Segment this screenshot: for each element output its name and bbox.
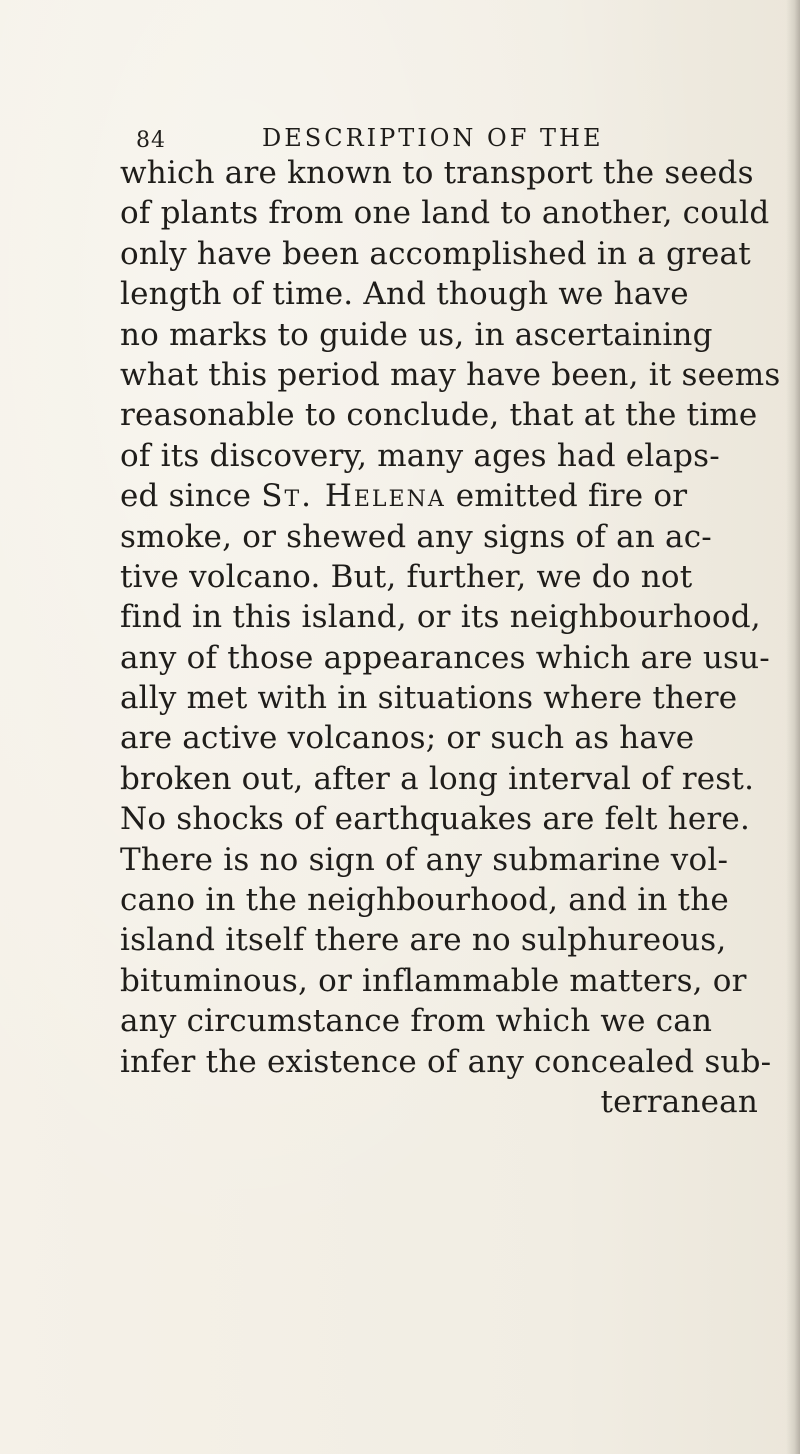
catchword: terranean [600, 1083, 758, 1120]
text-line: reasonable to conclude, that at the time [120, 397, 758, 434]
text-line: No shocks of earthquakes are felt here. [120, 801, 751, 838]
text-line: any of those appearances which are usu- [120, 639, 770, 676]
text-line: smoke, or shewed any signs of an ac- [120, 518, 712, 555]
text-line: no marks to guide us, in ascertaining [120, 316, 713, 353]
page-edge-shadow [786, 0, 800, 1454]
text-line: of its discovery, many ages had elaps- [120, 437, 720, 474]
text-line-with-smallcaps [120, 476, 760, 516]
text-line: island itself there are no sulphureous, [120, 922, 727, 959]
running-head: DESCRIPTION OF THE [262, 124, 604, 152]
text-line: find in this island, or its neighbourhood, [120, 599, 761, 636]
text-line: ally met with in situations where there [120, 680, 738, 717]
body-text [120, 153, 781, 1122]
text-line: which are known to transport the seeds [120, 155, 754, 191]
text-line: infer the existence of any concealed sub- [120, 1043, 772, 1080]
text-line: any circumstance from which we can [120, 1003, 713, 1040]
line-text-before: ed since [120, 478, 262, 515]
page-number: 84 [136, 128, 166, 153]
text-line: of plants from one land to another, could [120, 195, 770, 232]
place-name-smallcaps: St. Helena [261, 478, 446, 515]
text-line: what this period may have been, it seems [120, 356, 781, 393]
text-line: broken out, after a long interval of rest. [120, 760, 755, 797]
text-line: are active volcanos; or such as have [120, 720, 695, 757]
text-line: There is no sign of any submarine vol- [120, 841, 729, 878]
text-line: length of time. And though we have [120, 276, 689, 313]
text-line: only have been accomplished in a great [120, 235, 751, 272]
line-text-after: emitted fire or [445, 478, 688, 515]
text-line: cano in the neighbourhood, and in the [120, 882, 729, 919]
text-line: bituminous, or inflammable matters, or [120, 962, 747, 999]
text-line: tive volcano. But, further, we do not [120, 558, 693, 595]
